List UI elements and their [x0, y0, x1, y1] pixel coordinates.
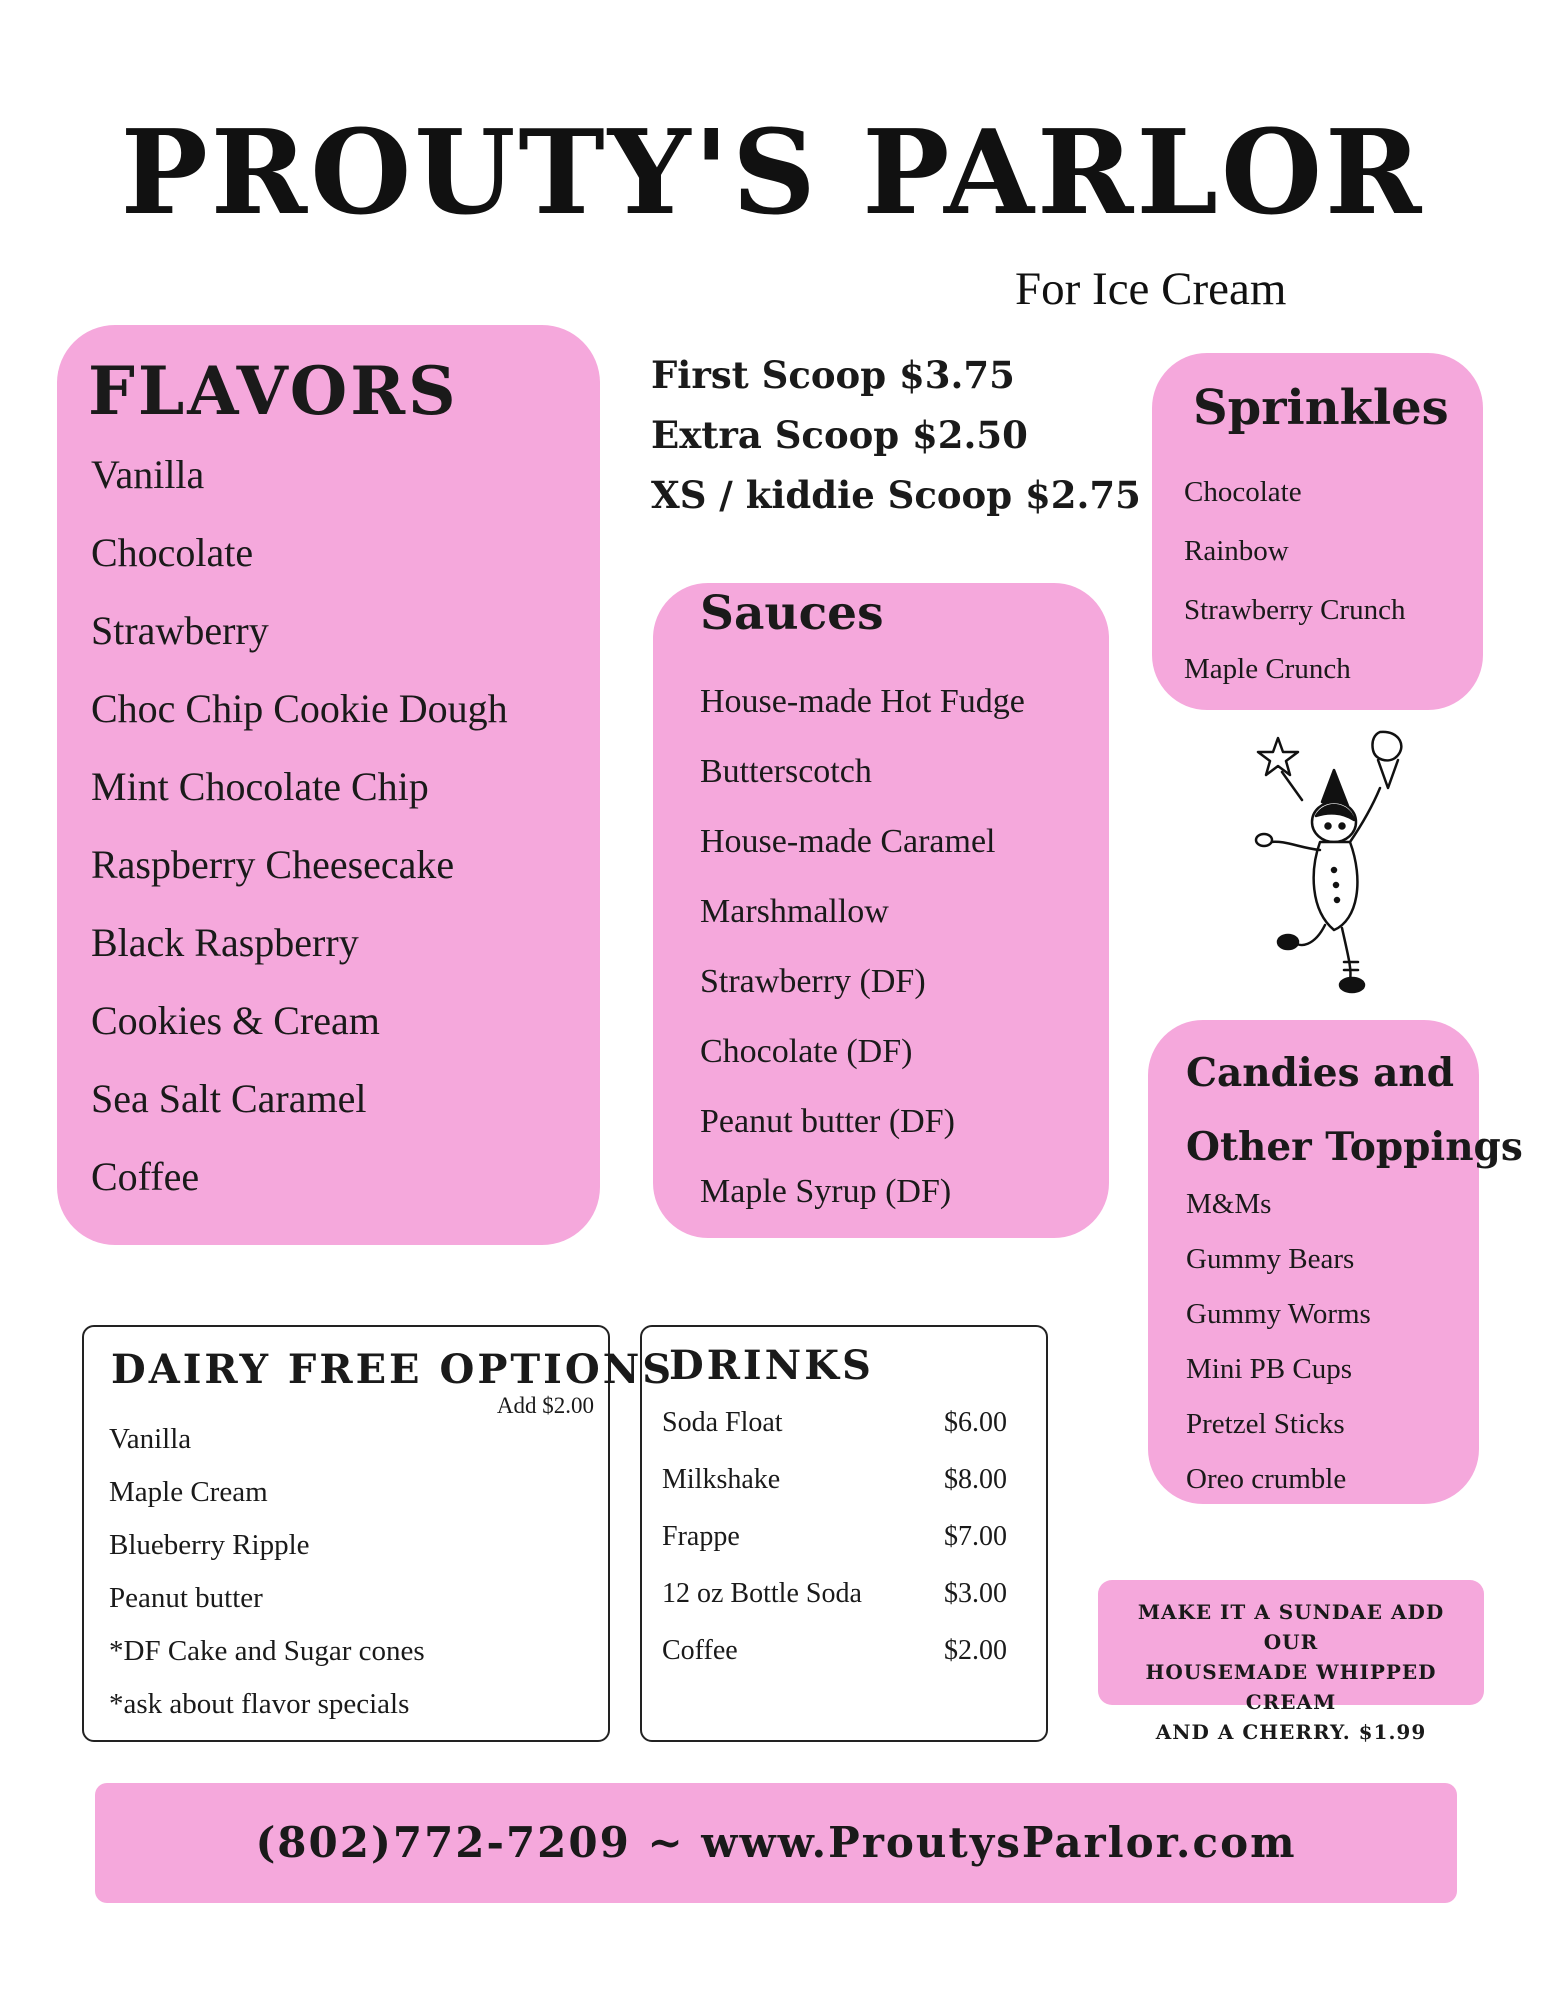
flavors-heading: FLAVORS — [88, 352, 459, 430]
dairy-free-heading: DAIRY FREE OPTIONS — [111, 1346, 675, 1393]
sauces-heading: Sauces — [700, 586, 884, 641]
sauce-item: Strawberry (DF) — [700, 963, 926, 1000]
sundae-callout-text — [1108, 1597, 1474, 1747]
drink-name: Coffee — [662, 1635, 738, 1666]
drink-price: $2.00 — [944, 1635, 1007, 1666]
candy-item: Gummy Bears — [1186, 1243, 1355, 1275]
flavors-list — [91, 436, 508, 1216]
sauce-item: Marshmallow — [700, 893, 889, 930]
flavor-item: Sea Salt Caramel — [91, 1076, 367, 1121]
drink-price: $3.00 — [944, 1578, 1007, 1609]
flavor-item: Cookies & Cream — [91, 998, 380, 1043]
candies-heading-line1: Candies and — [1186, 1050, 1454, 1096]
sundae-line: MAKE IT A SUNDAE ADD OUR — [1137, 1600, 1445, 1654]
sprinkle-item: Chocolate — [1184, 476, 1302, 508]
candy-item: Gummy Worms — [1186, 1298, 1371, 1330]
flavor-item: Strawberry — [91, 608, 269, 653]
scoop-prices — [651, 345, 1141, 525]
drink-row — [662, 1451, 1007, 1508]
sauce-item: Peanut butter (DF) — [700, 1103, 955, 1140]
sauce-item: House-made Caramel — [700, 823, 996, 860]
page-title: PROUTY'S PARLOR — [120, 105, 1425, 241]
drink-row — [662, 1394, 1007, 1451]
sauce-item: House-made Hot Fudge — [700, 683, 1025, 720]
candy-item: M&Ms — [1186, 1188, 1272, 1220]
drink-price: $7.00 — [944, 1521, 1007, 1552]
sprinkles-heading: Sprinkles — [1193, 380, 1449, 436]
dairy-free-item: Vanilla — [109, 1423, 192, 1455]
page-subtitle: For Ice Cream — [1015, 263, 1287, 315]
drink-price: $8.00 — [944, 1464, 1007, 1495]
flavor-item: Coffee — [91, 1154, 200, 1199]
flavor-item: Chocolate — [91, 530, 254, 575]
flavor-item: Mint Chocolate Chip — [91, 764, 429, 809]
candy-item: Mini PB Cups — [1186, 1353, 1352, 1385]
flavor-item: Choc Chip Cookie Dough — [91, 686, 508, 731]
sprinkle-item: Rainbow — [1184, 535, 1289, 567]
flavor-item: Raspberry Cheesecake — [91, 842, 455, 887]
scoop-price-extra: Extra Scoop $2.50 — [651, 413, 1028, 457]
dairy-free-surcharge: Add $2.00 — [496, 1393, 594, 1418]
dairy-free-item: Peanut butter — [109, 1582, 263, 1614]
drinks-heading: DRINKS — [669, 1342, 874, 1389]
sundae-line: AND A CHERRY. $1.99 — [1155, 1720, 1427, 1744]
candies-list — [1186, 1177, 1371, 1507]
footer-contact: (802)772-7209 ~ www.ProutysParlor.com — [255, 1818, 1297, 1867]
dairy-free-item: *DF Cake and Sugar cones — [109, 1635, 425, 1667]
scoop-price-first: First Scoop $3.75 — [651, 353, 1015, 397]
sauces-list — [700, 667, 1025, 1227]
dairy-free-item: Maple Cream — [109, 1476, 268, 1508]
drink-name: Milkshake — [662, 1464, 781, 1495]
flavor-item: Black Raspberry — [91, 920, 359, 965]
dairy-free-item: Blueberry Ripple — [109, 1529, 310, 1561]
drink-price: $6.00 — [944, 1407, 1007, 1438]
drink-name: Frappe — [662, 1521, 740, 1552]
candies-heading-line2: Other Toppings — [1186, 1124, 1523, 1170]
drinks-list — [662, 1394, 1007, 1679]
drink-name: 12 oz Bottle Soda — [662, 1578, 862, 1609]
candy-item: Pretzel Sticks — [1186, 1408, 1345, 1440]
sprinkles-list — [1184, 463, 1405, 699]
sauce-item: Maple Syrup (DF) — [700, 1173, 952, 1210]
dairy-free-list — [109, 1413, 425, 1731]
drink-row — [662, 1622, 1007, 1679]
sundae-line: HOUSEMADE WHIPPED CREAM — [1145, 1660, 1437, 1714]
scoop-price-kiddie: XS / kiddie Scoop $2.75 — [651, 473, 1141, 517]
drink-name: Soda Float — [662, 1407, 783, 1438]
drink-row — [662, 1508, 1007, 1565]
candies-heading — [1186, 1036, 1523, 1184]
sprinkle-item: Maple Crunch — [1184, 653, 1351, 685]
candy-item: Oreo crumble — [1186, 1463, 1347, 1495]
sprinkle-item: Strawberry Crunch — [1184, 594, 1406, 626]
sauce-item: Butterscotch — [700, 753, 872, 790]
mascot-illustration-icon — [1230, 730, 1430, 1000]
flavor-item: Vanilla — [91, 452, 205, 497]
sauce-item: Chocolate (DF) — [700, 1033, 913, 1070]
dairy-free-item: *ask about flavor specials — [109, 1688, 410, 1720]
drink-row — [662, 1565, 1007, 1622]
